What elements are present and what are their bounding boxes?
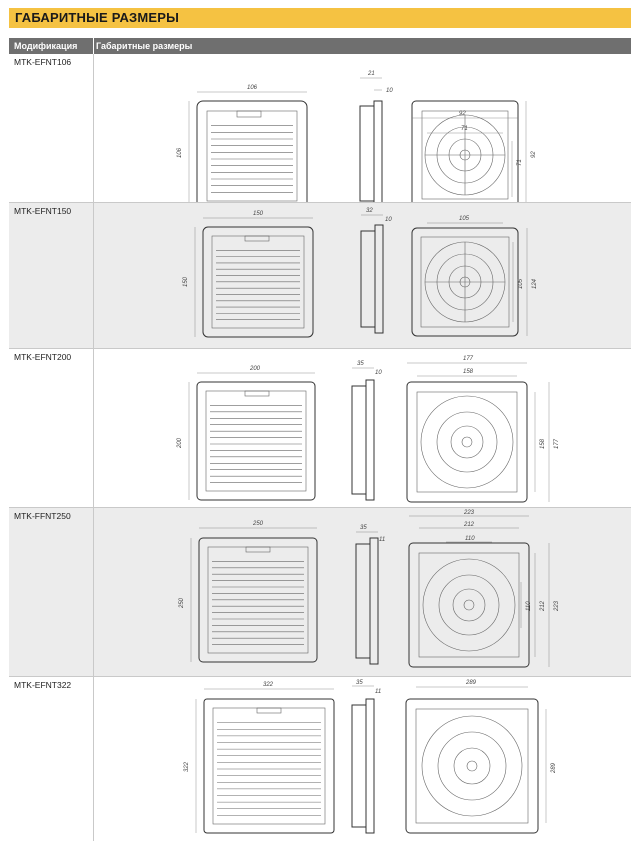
back-inner-width-label: 212 [464,522,475,528]
side-depth-label: 35 [360,525,367,531]
side-view [356,525,385,664]
table-header [9,38,631,54]
back-height-label: 71 [517,159,523,166]
side-flange-label: 10 [386,88,393,94]
model-label: MTK-EFNT322 [14,680,72,690]
back-view [409,510,560,667]
side-view [352,361,382,500]
side-flange-label: 10 [375,370,382,376]
table-row [9,54,631,203]
back-height-label: 105 [518,278,524,289]
front-height-label: 200 [177,437,183,448]
front-height-label: 150 [183,276,189,287]
model-label: MTK-EFNT200 [14,352,72,362]
drawing-efnt106 [9,54,631,202]
front-width-label: 106 [247,85,258,91]
front-width-label: 322 [263,682,274,688]
front-width-label: 200 [250,366,261,372]
front-view [177,85,307,202]
side-flange-label: 11 [379,537,386,543]
front-width-label: 150 [253,211,264,217]
side-view [361,208,392,333]
section-title: ГАБАРИТНЫЕ РАЗМЕРЫ [15,10,180,25]
header-modification: Модификация [14,41,78,51]
front-view [177,366,315,500]
front-view [184,682,334,833]
back-width-label: 177 [463,356,474,362]
drawing-efnt150 [9,203,631,348]
drawing-ffnt250 [9,508,631,676]
model-label: MTK-FFNT250 [14,511,71,521]
header-dimensions: Габаритные размеры [96,41,193,51]
back-view [407,356,560,502]
back-outer-height-label: 223 [554,600,560,611]
side-depth-label: 35 [356,680,363,686]
back-hole-width-label: 110 [465,536,475,542]
back-width-label: 105 [459,216,470,222]
drawing-efnt322 [9,677,631,841]
side-flange-label: 10 [385,217,392,223]
section-title-bar [9,8,631,28]
side-depth-label: 21 [368,71,375,77]
front-view [179,521,317,662]
drawing-efnt200 [9,349,631,507]
back-outer-height-label: 177 [554,438,560,449]
back-width-label: 289 [466,680,477,686]
front-height-label: 106 [177,147,183,158]
side-depth-label: 32 [366,208,373,214]
back-height-label: 158 [540,438,546,449]
side-view [352,680,381,833]
back-inner-width-label: 71 [461,126,468,132]
back-height-label: 212 [540,600,546,611]
back-outer-height-label: 124 [532,278,538,289]
back-view [412,216,538,336]
back-view [412,101,537,202]
table-row [9,203,631,349]
front-height-label: 322 [184,761,190,772]
back-inner-width-label: 158 [463,369,474,375]
table-row [9,677,631,841]
back-width-label: 92 [459,111,466,117]
side-depth-label: 35 [357,361,364,367]
model-label: MTK-EFNT150 [14,206,72,216]
back-hole-height-label: 110 [526,601,532,611]
table-row [9,508,631,677]
back-outer-height-label: 92 [531,151,537,158]
dimensions-table [9,38,631,841]
front-width-label: 250 [253,521,264,527]
back-width-label: 223 [464,510,475,516]
model-label: MTK-EFNT106 [14,57,72,67]
back-height-label: 289 [551,762,557,773]
side-view [360,71,393,202]
front-view [183,211,313,337]
back-view [406,680,557,833]
side-flange-label: 11 [375,689,382,695]
front-height-label: 250 [179,597,185,608]
table-row [9,349,631,508]
